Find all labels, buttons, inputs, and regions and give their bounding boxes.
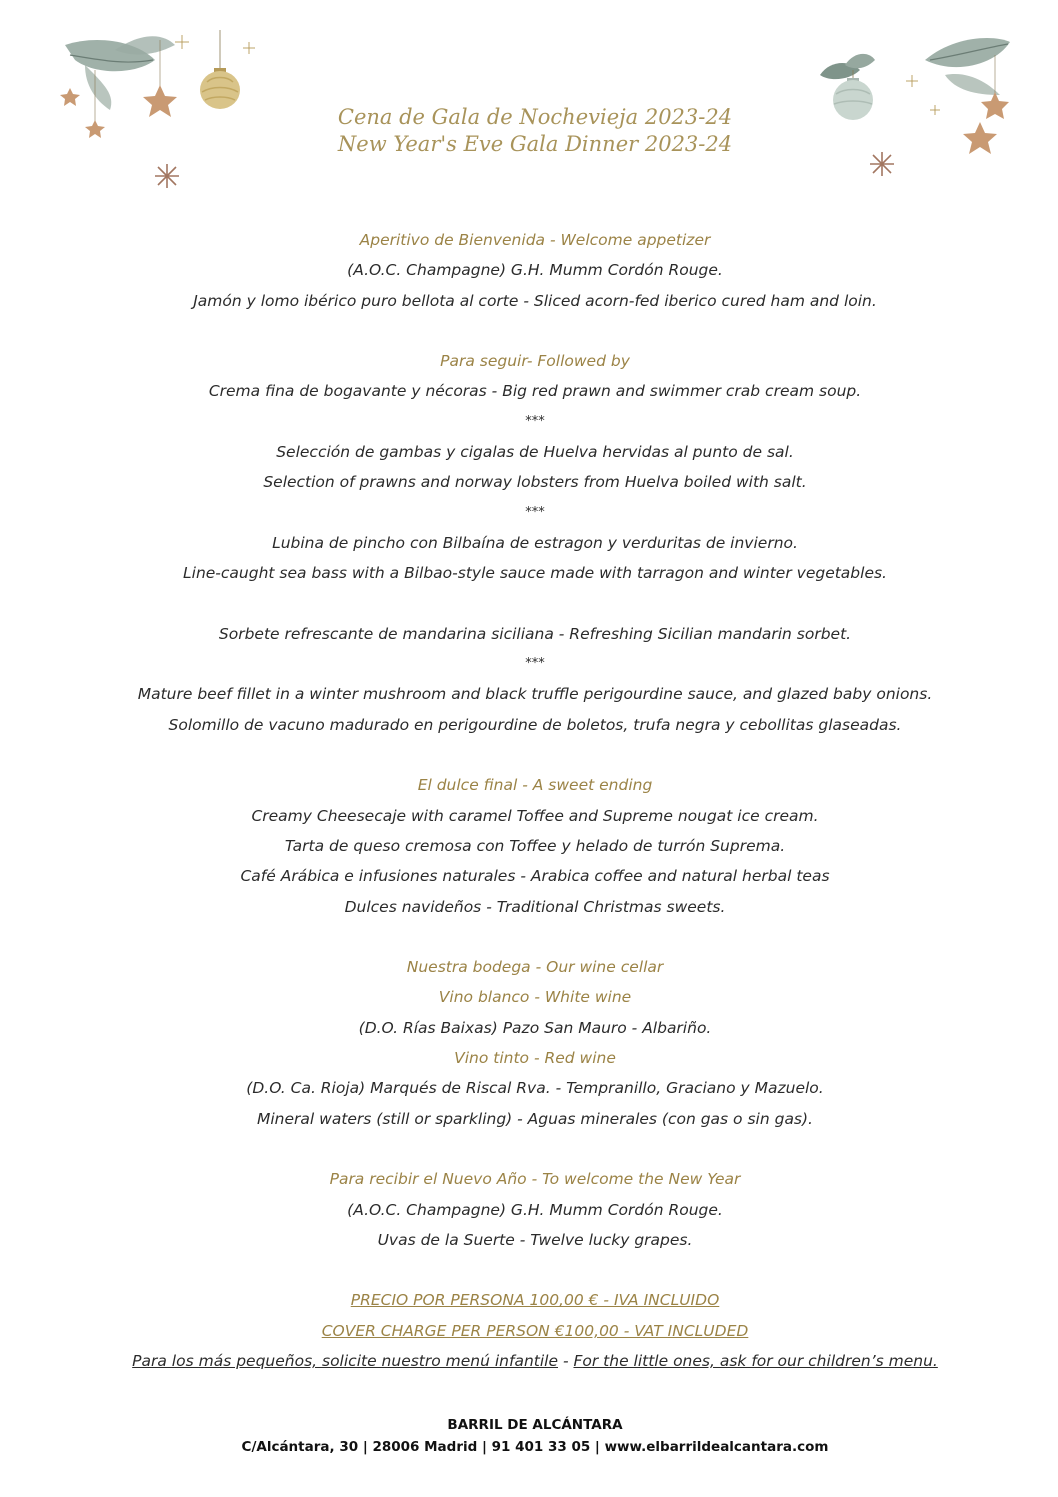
spacer	[0, 1134, 1058, 1164]
spacer	[0, 316, 1058, 346]
red-wine-item: (D.O. Ca. Rioja) Marqués de Riscal Rva. - Tempranillo, Graciano y Mazuelo.	[246, 1079, 824, 1098]
red-wine-heading: Vino tinto - Red wine	[454, 1049, 616, 1068]
welcome-item: Jamón y lomo ibérico puro bellota al corte - Sliced acorn-fed iberico cured ham and loin.	[193, 291, 877, 310]
restaurant-address: C/Alcántara, 30 | 28006 Madrid | 91 401 33 05 | www.elbarrildealcantara.com	[241, 1439, 829, 1455]
course-sorbet: Sorbete refrescante de mandarina siciliana - Refreshing Sicilian mandarin sorbet.	[218, 624, 852, 643]
white-wine-item: (D.O. Rías Baixas) Pazo San Mauro - Albariño.	[358, 1018, 712, 1037]
dessert-item: Tarta de queso cremosa con Toffee y helado de turrón Suprema.	[284, 836, 786, 855]
spacer	[0, 589, 1058, 619]
kids-menu-note	[0, 1346, 1058, 1376]
holly-icon	[820, 54, 875, 79]
page-title-es: Cena de Gala de Nochevieja 2023-24	[337, 105, 733, 129]
dessert-heading: El dulce final - A sweet ending	[417, 776, 653, 795]
white-wine-heading: Vino blanco - White wine	[438, 988, 632, 1007]
page-title-en: New Year's Eve Gala Dinner 2023-24	[337, 132, 733, 156]
sparkle-icon	[175, 35, 255, 54]
new-year-heading: Para recibir el Nuevo Año - To welcome the New Year	[329, 1170, 741, 1189]
course-prawns-es: Selección de gambas y cigalas de Huelva hervidas al punto de sal.	[276, 443, 794, 462]
welcome-item: (A.O.C. Champagne) G.H. Mumm Cordón Rouge.	[347, 261, 723, 280]
course-seabass-es: Lubina de pincho con Bilbaína de estragon y verduritas de invierno.	[272, 533, 798, 552]
course-soup: Crema fina de bogavante y nécoras - Big red prawn and swimmer crab cream soup.	[208, 382, 862, 401]
course-beef-en: Mature beef fillet in a winter mushroom and black truffle perigourdine sauce, and glazed baby onions.	[137, 685, 933, 704]
new-year-item: (A.O.C. Champagne) G.H. Mumm Cordón Rouge.	[347, 1200, 723, 1219]
spacer	[0, 922, 1058, 952]
new-year-item: Uvas de la Suerte - Twelve lucky grapes.	[377, 1230, 693, 1249]
welcome-heading: Aperitivo de Bienvenida - Welcome appetizer	[359, 231, 711, 249]
kids-menu-es: Para los más pequeños, solicite nuestro menú infantile	[132, 1351, 559, 1370]
course-separator: ***	[525, 656, 545, 672]
course-separator: ***	[525, 413, 545, 429]
dessert-item: Café Arábica e infusiones naturales - Arabica coffee and natural herbal teas	[240, 867, 830, 886]
wine-heading: Nuestra bodega - Our wine cellar	[406, 958, 664, 977]
course-beef-es: Solomillo de vacuno madurado en perigourdine de boletos, trufa negra y cebollitas glaseadas.	[168, 715, 902, 734]
dessert-item: Creamy Cheesecaje with caramel Toffee and Supreme nougat ice cream.	[251, 806, 819, 825]
course-seabass-en: Line-caught sea bass with a Bilbao-style sauce made with tarragon and winter vegetables.	[183, 564, 887, 583]
restaurant-name: BARRIL DE ALCÁNTARA	[447, 1417, 623, 1433]
bauble-icon	[200, 68, 240, 109]
menu-body	[0, 225, 1058, 1376]
followed-heading: Para seguir- Followed by	[440, 352, 630, 371]
course-prawns-en: Selection of prawns and norway lobsters from Huelva boiled with salt.	[263, 473, 807, 492]
snowflake-icon	[155, 164, 179, 188]
dessert-item: Dulces navideños - Traditional Christmas sweets.	[344, 897, 726, 916]
course-separator: ***	[525, 504, 545, 520]
water-item: Mineral waters (still or sparkling) - Aguas minerales (con gas o sin gas).	[257, 1109, 813, 1128]
spacer	[0, 1255, 1058, 1285]
kids-menu-dash: -	[558, 1351, 574, 1370]
spacer	[0, 740, 1058, 770]
price-es: PRECIO POR PERSONA 100,00 € - IVA INCLUIDO	[350, 1291, 720, 1310]
kids-menu-en: For the little ones, ask for our children’s menu.	[573, 1351, 938, 1370]
price-en: COVER CHARGE PER PERSON €100,00 - VAT INCLUDED	[321, 1321, 749, 1340]
leaf-branch-icon	[925, 38, 1010, 95]
